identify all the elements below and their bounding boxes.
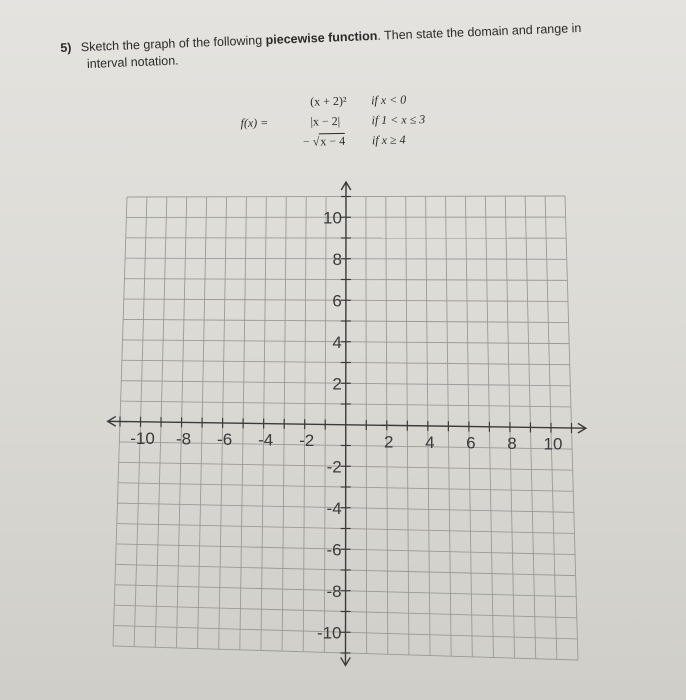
piece-2-expr: |x − 2| (310, 113, 341, 129)
x-tick-label: 2 (384, 432, 394, 452)
problem-text-bold: piecewise function (265, 28, 378, 48)
x-tick-label: -4 (258, 430, 274, 450)
x-tick-label: -6 (217, 429, 233, 449)
y-tick-label: 10 (323, 208, 342, 228)
piece-3-prefix: − (302, 134, 310, 149)
y-tick-label: -4 (326, 498, 342, 518)
piece-1-cond: if x < 0 (370, 92, 407, 108)
sqrt-icon: √ (312, 134, 320, 149)
problem-text-b: . Then state the domain and range in (377, 20, 582, 43)
problem-text-c: interval notation. (86, 53, 179, 71)
problem-number: 5) (60, 40, 72, 55)
x-tick-label: -2 (299, 431, 315, 451)
x-axis (108, 421, 586, 428)
y-axis (345, 182, 346, 665)
y-tick-label: 4 (332, 332, 342, 352)
y-tick-label: 2 (332, 374, 342, 394)
problem-text-a: Sketch the graph of the following (80, 33, 263, 55)
piece-1-expr: (x + 2)² (309, 93, 347, 109)
y-tick-label: -8 (326, 581, 342, 601)
x-tick-label: -10 (130, 428, 155, 448)
y-tick-label: 8 (332, 249, 342, 269)
y-tick-label: 6 (332, 291, 342, 311)
piece-3-cond: if x ≥ 4 (371, 132, 406, 148)
x-tick-label: 10 (543, 434, 563, 454)
x-tick-label: 8 (507, 434, 517, 454)
y-tick-label: -10 (316, 623, 342, 643)
y-tick-label: -6 (326, 540, 342, 560)
piece-3-radicand: x − 4 (320, 133, 346, 149)
x-tick-label: 4 (425, 432, 435, 452)
axes (108, 182, 586, 665)
function-label: f(x) = (240, 115, 269, 130)
x-tick-label: 6 (466, 433, 476, 453)
piece-2-cond: if 1 < x ≤ 3 (371, 112, 426, 128)
x-tick-label: -8 (176, 429, 192, 449)
y-tick-label: -2 (326, 457, 342, 477)
